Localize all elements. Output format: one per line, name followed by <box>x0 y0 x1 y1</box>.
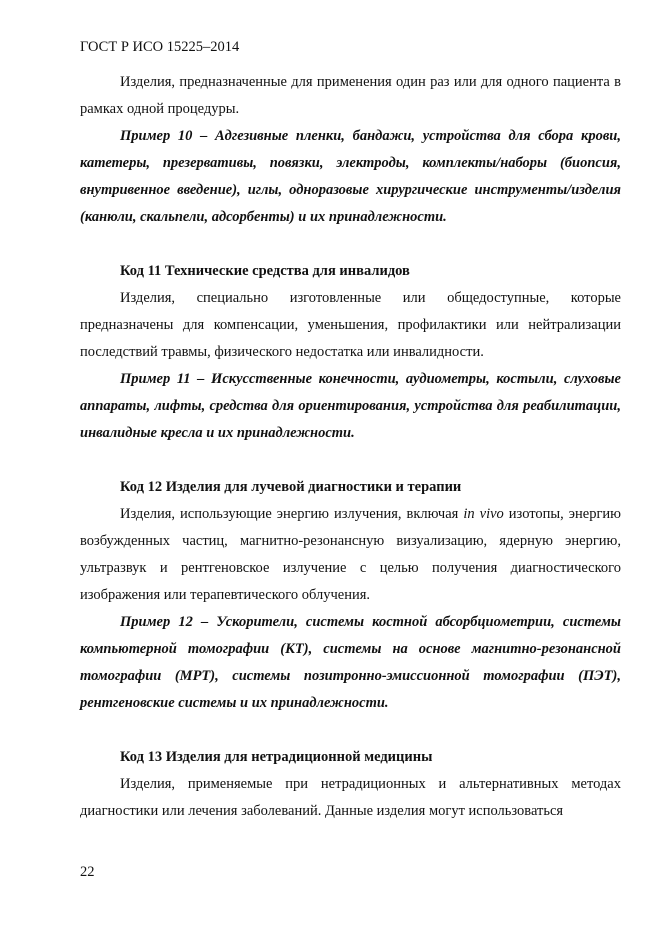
section-paragraph-code-13: Изделия, применяемые при нетрадиционных и альтернативных методах диагностики или лечения заболеваний. Данные изделия могут использоваться <box>80 776 621 819</box>
section-paragraph-code-11: Изделия, специально изготовленные или общедоступные, которые предназначены для компенсации, уменьшения, профилактики или нейтрализации последствий травмы, физического недостатка или инвалидности. <box>80 290 621 360</box>
spacer <box>80 717 621 744</box>
page-header-standard: ГОСТ Р ИСО 15225–2014 <box>80 39 240 55</box>
spacer <box>80 231 621 258</box>
intro-paragraph: Изделия, предназначенные для применения один раз или для одного пациента в рамках одной процедуры. <box>80 74 621 117</box>
example-10: Пример 10 – Адгезивные пленки, бандажи, устройства для сбора крови, катетеры, презервативы, повязки, электроды, комплекты/наборы (биопсия, внутривенное введение), иглы, одноразовые хирургические инструменты/изделия (канюли, скальпели, адсорбенты) и их принадлежности. <box>80 128 621 225</box>
section-title-code-13: Код 13 Изделия для нетрадиционной медицины <box>120 749 433 765</box>
in-vivo-term: in vivo <box>463 506 504 522</box>
section-title-code-11: Код 11 Технические средства для инвалидов <box>120 263 410 279</box>
section-paragraph-code-12 <box>80 501 621 609</box>
paragraph-text-start: Изделия, использующие энергию излучения, включая <box>120 506 459 522</box>
example-11: Пример 11 – Искусственные конечности, аудиометры, костыли, слуховые аппараты, лифты, средства для ориентирования, устройства для реабилитации, инвалидные кресла и их принадлежности. <box>80 371 621 441</box>
page-content <box>80 69 621 825</box>
section-title-code-12: Код 12 Изделия для лучевой диагностики и терапии <box>120 479 462 495</box>
page-number: 22 <box>80 864 95 880</box>
spacer <box>80 447 621 474</box>
example-12: Пример 12 – Ускорители, системы костной абсорбциометрии, системы компьютерной томографии (КТ), системы на основе магнитно-резонансной томографии (МРТ), системы позитронно-эмиссионной томографии (ПЭТ), рентгеновские системы и их принадлежности. <box>80 614 621 711</box>
paragraph-text-end: изотопы, энергию возбужденных частиц, магнитно-резонансную визуализацию, ядерную энергию, ультразвук и рентгеновское излучение с целью получения диагностического изображения или терапевтического облучения. <box>80 506 621 603</box>
